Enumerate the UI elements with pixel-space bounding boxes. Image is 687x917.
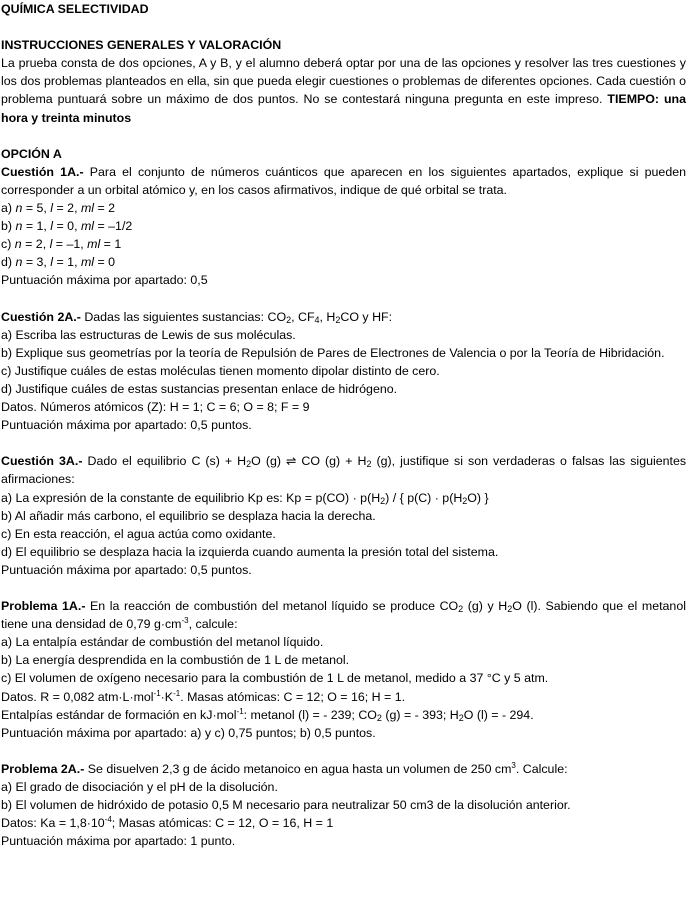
problem-2a-item-a: a) El grado de disociación y el pH de la disolución. (1, 780, 278, 795)
spacer (1, 127, 686, 145)
spacer (1, 579, 686, 597)
question-label: Cuestión 1A.- (1, 164, 84, 179)
question-3a-item-d: d) El equilibrio se desplaza hacia la izquierda cuando aumenta la presión total del sistema. (1, 544, 499, 559)
question-2a-data: Datos. Números atómicos (Z): H = 1; C = 6; O = 8; F = 9 (1, 400, 310, 415)
question-2a: Cuestión 2A.- Dadas las siguientes sustancias: $CO_2$, $CF_4$, $H_2CO$ y HF: (1, 309, 393, 325)
problem-1a-enthalpies: Entalpías estándar de formación en kJ·mol$^{-1}$: metanol (l) = - 239; $CO_2$ (g) = - 393; $H_2O$ (l) = - 294. (1, 706, 534, 723)
spacer (1, 290, 686, 308)
problem-1a-item-a: a) La entalpía estándar de combustión del metanol líquido. (1, 635, 324, 650)
spacer (1, 742, 686, 760)
problem-1a-item-b: b) La energía desprendida en la combustión de 1 L de metanol. (1, 653, 350, 668)
instructions-heading: INSTRUCCIONES GENERALES Y VALORACIÓN (1, 38, 282, 53)
problem-label: Problema 1A.- (1, 599, 86, 614)
problem-2a-data: Datos: $Ka = 1,8\cdot 10^{-4}$; Masas atómicas: C = 12, O = 16, H = 1 (1, 815, 334, 831)
question-3a-score: Puntuación máxima por apartado: 0,5 puntos. (1, 562, 252, 577)
problem-1a-data: Datos. R = 0,082 $atm\cdot L\cdot mol^{-1}\cdot K^{-1}$. Masas atómicas: C = 12; O = 16; H = 1. (1, 688, 406, 704)
question-2a-item-c: c) Justifique cuáles de estas moléculas tienen momento dipolar distinto de cero. (1, 363, 440, 378)
question-3a-item-c: c) En esta reacción, el agua actúa como oxidante. (1, 526, 276, 541)
problem-1a: Problema 1A.- En la reacción de combustión del metanol líquido se produce $CO_2$ (g) y $H_2O$ (l). Sabiendo que el metanol tiene una densidad de 0,79 $g\cdot cm^{-3}$, calcule: (1, 599, 686, 632)
question-label: Cuestión 2A.- (1, 309, 81, 324)
spacer (1, 18, 686, 36)
question-2a-item-b: b) Explique sus geometrías por la teoría de Repulsión de Pares de Electrones de Valencia o por la Teoría de Hibridación. (1, 345, 665, 360)
problem-1a-score: Puntuación máxima por apartado: a) y c) 0,75 puntos; b) 0,5 puntos. (1, 725, 376, 740)
question-label: Cuestión 3A.- (1, 454, 83, 469)
question-1a: Cuestión 1A.- Para el conjunto de números cuánticos que aparecen en los siguientes apartados, explique si pueden corresponder a un orbital atómico y, en los casos afirmativos, indique de qué orbital se trata. (1, 164, 686, 197)
problem-2a: Problema 2A.- Se disuelven 2,3 g de ácido metanoico en agua hasta un volumen de 250 $cm^3$. Calcule: (1, 760, 568, 776)
question-1a-item-b: b) n = 1, l = 0, ml = –1/2 (1, 219, 133, 234)
problem-2a-item-b: b) El volumen de hidróxido de potasio 0,5 M necesario para neutralizar 50 cm3 de la disolución anterior. (1, 798, 571, 813)
question-3a-item-a: a) La expresión de la constante de equilibrio Kp es: $Kp = p(CO) \cdot p(H_2)$ / { $p(C) \cdot p(H_2O)$ } (1, 490, 489, 506)
spacer (1, 434, 686, 452)
question-1a-item-c: c) n = 2, l = –1, ml = 1 (1, 237, 122, 252)
question-1a-item-d: d) n = 3, l = 1, ml = 0 (1, 255, 116, 270)
question-1a-score: Puntuación máxima por apartado: 0,5 (1, 273, 208, 288)
question-2a-item-a: a) Escriba las estructuras de Lewis de sus moléculas. (1, 327, 296, 342)
question-2a-score: Puntuación máxima por apartado: 0,5 puntos. (1, 418, 252, 433)
problem-label: Problema 2A.- (1, 761, 85, 776)
question-2a-item-d: d) Justifique cuáles de estas sustancias presentan enlace de hidrógeno. (1, 381, 398, 396)
problem-2a-score: Puntuación máxima por apartado: 1 punto. (1, 834, 236, 849)
option-heading: OPCIÓN A (1, 146, 62, 161)
instructions-body: La prueba consta de dos opciones, A y B, y el alumno deberá optar por una de las opciones y resolver las tres cuestiones y los dos problemas planteados en ella, sin que pueda elegir cuestiones o problemas de diferentes opciones. Cada cuestión o problema puntuará sobre un máximo de dos puntos. No se contestará ninguna pregunta en este impreso. TIEMPO: una hora y treinta minutos (1, 56, 686, 125)
document-title: QUÍMICA SELECTIVIDAD (1, 2, 149, 16)
problem-1a-item-c: c) El volumen de oxígeno necesario para la combustión de 1 L de metanol, medido a 37 °C y 5 atm. (1, 671, 549, 686)
question-3a-item-b: b) Al añadir más carbono, el equilibrio se desplaza hacia la derecha. (1, 508, 376, 523)
question-1a-item-a: a) n = 5, l = 2, ml = 2 (1, 201, 116, 216)
time-label: TIEMPO: una hora y treinta minutos (1, 92, 686, 125)
question-3a: Cuestión 3A.- Dado el equilibrio C $(s) + H_2O$ (g) ⇌ CO $(g) + H_2$ (g), justifique si son verdaderas o falsas las siguientes afirmaciones: (1, 454, 687, 487)
